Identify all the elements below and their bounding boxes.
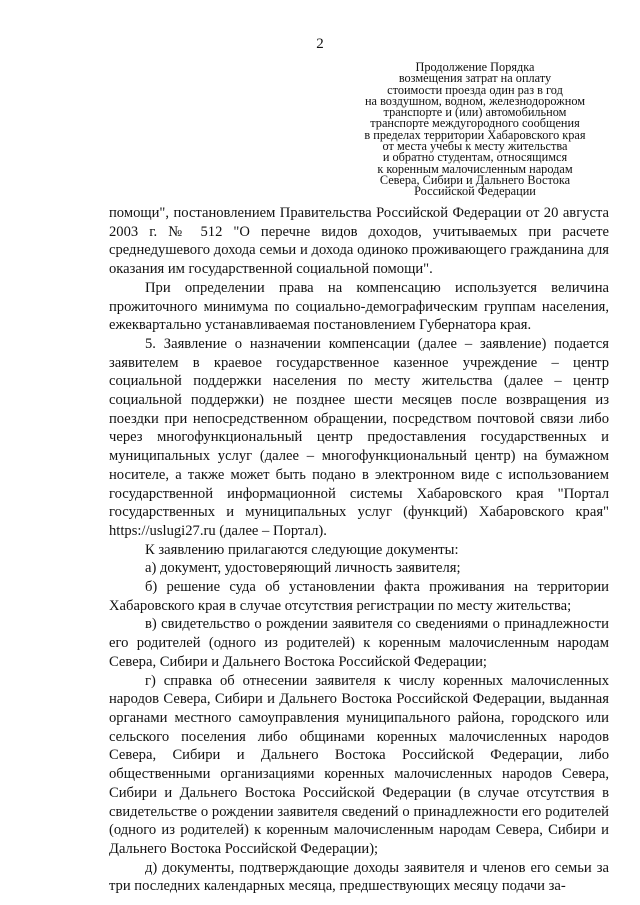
list-item: д) документы, подтверждающие доходы заявителя и членов его семьи за три последних календарных месяца, предшествующих месяцу подачи за- [109, 859, 609, 895]
header-line: в пределах территории Хабаровского края [364, 127, 586, 142]
page-number: 2 [316, 36, 324, 52]
header-line: Продолжение Порядка [415, 60, 535, 74]
paragraph: помощи", постановлением Правительства Российской Федерации от 20 августа 2003 г. № 512 "О перечне видов доходов, учитываемых при расчете среднедушевого дохода семьи и дохода одиноко проживающего гражданина для оказания им государственной социальной помощи". [109, 205, 609, 278]
header-line: Севера, Сибири и Дальнего Востока [379, 172, 571, 187]
header-line: и обратно студентам, относящимся [382, 150, 568, 165]
document-body [109, 204, 609, 896]
header-line: на воздушном, водном, железнодорожном [364, 93, 586, 108]
list-item: а) документ, удостоверяющий личность заявителя; [145, 560, 461, 577]
list-item: в) свидетельство о рождении заявителя со сведениями о принадлежности его родителей (одного из родителей) к коренным малочисленным народам Севера, Сибири и Дальнего Востока Российской Федерации; [109, 616, 609, 670]
header-line: транспорте междугородного сообщения [370, 116, 580, 131]
paragraph: К заявлению прилагаются следующие документы: [145, 541, 459, 558]
header-line: транспорте и (или) автомобильном [383, 105, 567, 120]
header-line: от места учебы к месту жительства [382, 139, 568, 154]
paragraph: 5. Заявление о назначении компенсации (далее – заявление) подается заявителем в краевое государственное казенное учреждение – центр социальной поддержки населения по месту жительства (далее – центр социальной поддержки) не позднее шести месяцев после возвращения из поездки при непосредственном обращении, посредством почтовой связи либо через многофункциональный центр предоставления государственных и муниципальных услуг (далее – многофункциональный центр) на бумажном носителе, а также может быть подано в электронном виде с использованием государственной информационной системы Хабаровского края "Портал государственных и муниципальных услуг (функций) Хабаровского края" https://uslugi27.ru (далее – Портал). [109, 335, 609, 539]
continuation-header [350, 62, 600, 198]
list-item: б) решение суда об установлении факта проживания на территории Хабаровского края в случае отсутствия регистрации по месту жительства; [109, 579, 609, 614]
header-line: Российской Федерации [414, 184, 536, 199]
header-line: возмещения затрат на оплату [398, 71, 552, 86]
header-line: к коренным малочисленным народам [377, 161, 573, 176]
list-item: г) справка об отнесении заявителя к числу коренных малочисленных народов Севера, Сибири и Дальнего Востока Российской Федерации, выданная органами местного самоуправления муниципального района, городского или сельского поселения либо общинами коренных малочисленных народов Севера, Сибири и Дальнего Востока Российской Федерации, либо общественными организациями коренных малочисленных народов Севера, Сибири и Дальнего Востока Российской Федерации (в случае отсутствия в свидетельстве о рождении заявителя сведений о принадлежности его родителей (одного из родителей) к коренным малочисленным народам Севера, Сибири и Дальнего Востока Российской Федерации); [109, 672, 609, 857]
header-line: стоимости проезда один раз в год [387, 82, 563, 97]
paragraph: При определении права на компенсацию используется величина прожиточного минимума по социально-демографическим группам населения, ежеквартально устанавливаемая постановлением Губернатора края. [109, 279, 609, 334]
